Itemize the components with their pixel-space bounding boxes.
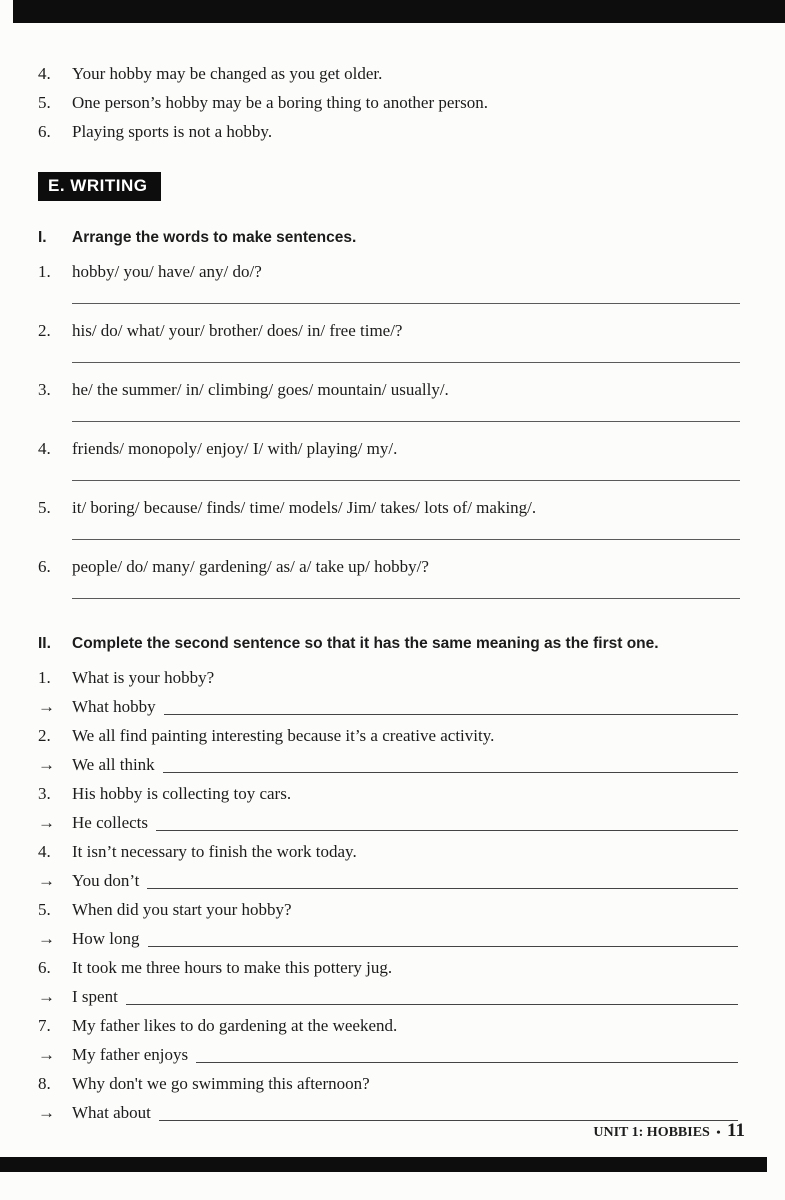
arrow-right-icon: → [38, 1103, 55, 1122]
rewrite-start-text: What hobby [72, 697, 156, 716]
item-text: friends/ monopoly/ enjoy/ I/ with/ playing/ my/. [72, 439, 398, 458]
answer-fill-line [196, 1062, 738, 1063]
item-number: 2. [38, 726, 51, 745]
exercise-2-title [38, 633, 740, 655]
prompt-text: It isn’t necessary to finish the work today. [72, 842, 357, 861]
item-text: his/ do/ what/ your/ brother/ does/ in/ free time/? [72, 321, 403, 340]
prompt-text: What is your hobby? [72, 668, 215, 687]
writing-item [38, 320, 740, 342]
item-text: he/ the summer/ in/ climbing/ goes/ mountain/ usually/. [72, 380, 449, 399]
exercise-1-title [38, 227, 740, 249]
page-footer [593, 1120, 745, 1142]
footer-unit-label: UNIT 1: HOBBIES [593, 1125, 710, 1140]
arrow-right-icon: → [38, 987, 55, 1006]
rewrite-start-text: My father enjoys [72, 1045, 189, 1064]
exercise-number: I. [38, 229, 47, 246]
rewrite-row [38, 1040, 740, 1069]
rewrite-start-text: You don’t [72, 871, 140, 890]
prompt-text: When did you start your hobby? [72, 900, 292, 919]
statement-item [38, 88, 740, 117]
prompt-row [38, 721, 740, 750]
rewrite-row [38, 866, 740, 895]
section-header-writing [38, 172, 161, 201]
top-scan-bar [13, 0, 785, 23]
item-number: 1. [38, 668, 51, 687]
item-number: 2. [38, 321, 51, 340]
prompt-text: My father likes to do gardening at the weekend. [72, 1016, 398, 1035]
item-number: 5. [38, 900, 51, 919]
statement-item [38, 117, 740, 146]
item-number: 5. [38, 93, 51, 112]
item-text: hobby/ you/ have/ any/ do/? [72, 262, 262, 281]
exercise-2-body [38, 663, 740, 1127]
answer-blank-line [72, 362, 740, 363]
statement-item [38, 59, 740, 88]
item-number: 4. [38, 64, 51, 83]
writing-item [38, 379, 740, 401]
prompt-row [38, 953, 740, 982]
item-number: 6. [38, 122, 51, 141]
writing-item [38, 438, 740, 460]
bottom-scan-bar [0, 1157, 767, 1172]
section-label: E. WRITING [48, 176, 148, 195]
rewrite-row [38, 750, 740, 779]
prompt-text: Why don't we go swimming this afternoon? [72, 1074, 370, 1093]
answer-fill-line [148, 946, 738, 947]
page-content [38, 23, 740, 1127]
arrow-right-icon: → [38, 1045, 55, 1064]
item-number: 1. [38, 262, 51, 281]
item-number: 4. [38, 439, 51, 458]
rewrite-start-text: We all think [72, 755, 155, 774]
prompt-row [38, 1069, 740, 1098]
item-number: 5. [38, 498, 51, 517]
exercise-instruction: Complete the second sentence so that it has the same meaning as the first one. [72, 635, 659, 652]
item-number: 6. [38, 557, 51, 576]
prompt-row [38, 837, 740, 866]
item-text: it/ boring/ because/ finds/ time/ models/ Jim/ takes/ lots of/ making/. [72, 498, 537, 517]
rewrite-row [38, 808, 740, 837]
answer-blank-line [72, 303, 740, 304]
item-text: people/ do/ many/ gardening/ as/ a/ take up/ hobby/? [72, 557, 429, 576]
answer-fill-line [163, 772, 738, 773]
writing-item [38, 497, 740, 519]
prompt-row [38, 895, 740, 924]
footer-page-number: 11 [727, 1120, 745, 1141]
item-number: 8. [38, 1074, 51, 1093]
answer-blank-line [72, 421, 740, 422]
writing-item [38, 261, 740, 283]
rewrite-row [38, 924, 740, 953]
arrow-right-icon: → [38, 697, 55, 716]
writing-item [38, 556, 740, 578]
item-number: 3. [38, 784, 51, 803]
footer-bullet: • [716, 1125, 721, 1139]
item-text: Your hobby may be changed as you get older. [72, 64, 383, 83]
rewrite-start-text: I spent [72, 987, 118, 1006]
answer-blank-line [72, 480, 740, 481]
item-number: 4. [38, 842, 51, 861]
answer-blank-line [72, 598, 740, 599]
prompt-row [38, 663, 740, 692]
prompt-row [38, 1011, 740, 1040]
arrow-right-icon: → [38, 813, 55, 832]
answer-fill-line [156, 830, 738, 831]
rewrite-start-text: What about [72, 1103, 151, 1122]
answer-blank-line [72, 539, 740, 540]
arrow-right-icon: → [38, 755, 55, 774]
arrow-right-icon: → [38, 871, 55, 890]
prompt-row [38, 779, 740, 808]
item-text: One person’s hobby may be a boring thing to another person. [72, 93, 488, 112]
answer-fill-line [147, 888, 738, 889]
prompt-text: It took me three hours to make this pottery jug. [72, 958, 393, 977]
exercise-instruction: Arrange the words to make sentences. [72, 229, 357, 246]
answer-fill-line [126, 1004, 738, 1005]
arrow-right-icon: → [38, 929, 55, 948]
answer-fill-line [164, 714, 738, 715]
rewrite-start-text: How long [72, 929, 140, 948]
prompt-text: We all find painting interesting because it’s a creative activity. [72, 726, 495, 745]
item-number: 6. [38, 958, 51, 977]
prompt-text: His hobby is collecting toy cars. [72, 784, 292, 803]
rewrite-row [38, 982, 740, 1011]
item-number: 3. [38, 380, 51, 399]
rewrite-row [38, 692, 740, 721]
exercise-number: II. [38, 635, 51, 652]
item-text: Playing sports is not a hobby. [72, 122, 273, 141]
item-number: 7. [38, 1016, 51, 1035]
rewrite-start-text: He collects [72, 813, 148, 832]
